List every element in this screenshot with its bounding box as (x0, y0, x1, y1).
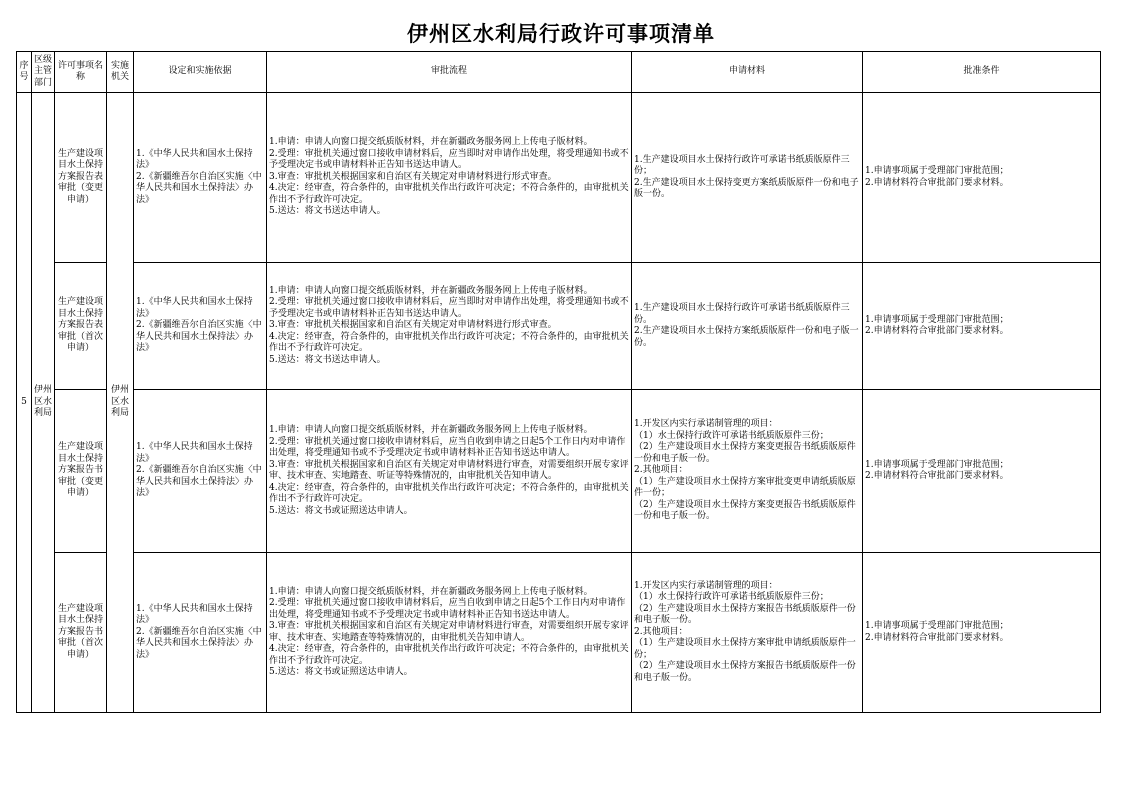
materials-cell (632, 553, 863, 713)
flow-cell (267, 553, 632, 713)
header-item: 许可事项名称 (55, 52, 107, 93)
item-name-cell: 生产建设项目水土保持方案报告表审批（变更申请） (55, 93, 107, 263)
flow-line: 5.送达：将文书送达申请人。 (269, 354, 386, 365)
basis-line: 2.《新疆维吾尔自治区实施〈中华人民共和国水土保持法〉办法》 (136, 626, 262, 660)
conditions-cell (863, 390, 1101, 553)
conditions-line: 1.申请事项属于受理部门审批范围； (865, 459, 1009, 470)
basis-cell (134, 390, 267, 553)
materials-line: （1）生产建设项目水土保持方案审批变更申请纸质版原件一份； (634, 476, 856, 499)
basis-cell (134, 263, 267, 390)
page-title: 伊州区水利局行政许可事项清单 (407, 21, 715, 46)
materials-line: 2.其他项目： (634, 465, 688, 476)
materials-line: （1）生产建设项目水土保持方案审批申请纸质版原件一份； (634, 638, 856, 660)
flow-line: 2.受理：审批机关通过窗口接收申请材料后，应当即时对申请作出处理，将受理通知书或不予受理决定书或申请材料补正告知书送达申请人。 (269, 148, 629, 171)
flow-line: 4.决定：经审查，符合条件的，由审批机关作出行政许可决定；不符合条件的，由审批机关作出不予行政许可决定。 (269, 183, 629, 205)
item-name-cell: 生产建设项目水土保持方案报告书审批（首次申请） (55, 553, 107, 713)
flow-line: 5.送达：将文书送达申请人。 (269, 206, 386, 217)
table-row (17, 263, 1101, 390)
header-row (17, 52, 1101, 93)
basis-line: 1.《中华人民共和国水土保持法》 (136, 297, 253, 319)
flow-cell (267, 263, 632, 390)
flow-line: 4.决定：经审查，符合条件的，由审批机关作出行政许可决定；不符合条件的，由审批机关作出不予行政许可决定。 (269, 644, 629, 666)
materials-line: （2）生产建设项目水土保持方案报告书纸质版原件一份和电子版一份。 (634, 603, 856, 626)
conditions-line: 1.申请事项属于受理部门审批范围； (865, 314, 1009, 325)
basis-line: 2.《新疆维吾尔自治区实施〈中华人民共和国水土保持法〉办法》 (136, 171, 262, 205)
flow-line: 4.决定：经审查，符合条件的，由审批机关作出行政许可决定；不符合条件的，由审批机关作出不予行政许可决定。 (269, 482, 629, 504)
flow-cell (267, 390, 632, 553)
basis-line: 1.《中华人民共和国水土保持法》 (136, 442, 253, 464)
permit-table (16, 51, 1101, 713)
conditions-line: 2.申请材料符合审批部门要求材料。 (865, 471, 1009, 481)
seq-cell: 5 (17, 93, 32, 713)
item-name-cell: 生产建设项目水土保持方案报告表审批（首次申请） (55, 263, 107, 390)
flow-line: 4.决定：经审查，符合条件的，由审批机关作出行政许可决定；不符合条件的，由审批机关作出不予行政许可决定。 (269, 331, 629, 354)
flow-line: 2.受理：审批机关通过窗口接收申请材料后，应当自收到申请之日起5个工作日内对申请作出处理，将受理通知书或不予受理决定书或申请材料补正告知书送达申请人。 (269, 598, 626, 620)
basis-cell (134, 553, 267, 713)
conditions-line: 1.申请事项属于受理部门审批范围； (865, 166, 1009, 176)
conditions-line: 2.申请材料符合审批部门要求材料。 (865, 177, 1009, 188)
flow-line: 2.受理：审批机关通过窗口接收申请材料后，应当即时对申请作出处理，将受理通知书或不予受理决定书或申请材料补正告知书送达申请人。 (269, 297, 629, 319)
flow-line: 3.审查：审批机关根据国家和自治区有关规定对申请材料进行形式审查。 (269, 320, 557, 331)
conditions-cell (863, 553, 1101, 713)
header-flow: 审批流程 (267, 52, 632, 93)
conditions-line: 2.申请材料符合审批部门要求材料。 (865, 632, 1009, 643)
materials-cell (632, 263, 863, 390)
conditions-cell (863, 93, 1101, 263)
basis-line: 1.《中华人民共和国水土保持法》 (136, 148, 253, 171)
materials-line: 2.其他项目： (634, 626, 688, 637)
table-row (17, 390, 1101, 553)
conditions-line: 2.申请材料符合审批部门要求材料。 (865, 326, 1009, 336)
materials-line: 1.生产建设项目水土保持行政许可承诺书纸质版原件三份； (634, 154, 850, 176)
materials-line: 2.生产建设项目水土保持变更方案纸质版原件一份和电子版一份。 (634, 177, 859, 199)
basis-line: 2.《新疆维吾尔自治区实施〈中华人民共和国水土保持法〉办法》 (136, 320, 262, 354)
materials-cell (632, 93, 863, 263)
table-row (17, 553, 1101, 713)
table-row (17, 93, 1101, 263)
materials-line: （2）生产建设项目水土保持方案报告书纸质版原件一份和电子版一份。 (634, 661, 856, 683)
flow-line: 5.送达：将文书或证照送达申请人。 (269, 667, 413, 677)
flow-line: 1.申请：申请人向窗口提交纸质版材料，并在新疆政务服务网上上传电子版材料。 (269, 137, 593, 148)
flow-line: 1.申请：申请人向窗口提交纸质版材料，并在新疆政务服务网上上传电子版材料。 (269, 425, 593, 435)
basis-line: 1.《中华人民共和国水土保持法》 (136, 603, 253, 626)
materials-line: （2）生产建设项目水土保持方案变更报告书纸质版原件一份和电子版一份。 (634, 442, 856, 464)
materials-line: （1）水土保持行政许可承诺书纸质版原件三份； (634, 430, 829, 441)
flow-line: 1.申请：申请人向窗口提交纸质版材料，并在新疆政务服务网上上传电子版材料。 (269, 285, 593, 296)
flow-line: 1.申请：申请人向窗口提交纸质版材料，并在新疆政务服务网上上传电子版材料。 (269, 586, 593, 597)
flow-line: 3.审查：审批机关根据国家和自治区有关规定对申请材料进行审查，对需要组织开展专家评审、技术审查、实地踏查等特殊情况的，由审批机关告知申请人。 (269, 621, 629, 643)
materials-line: 1.生产建设项目水土保持行政许可承诺书纸质版原件三份。 (634, 303, 850, 325)
basis-cell (134, 93, 267, 263)
item-name-cell: 生产建设项目水土保持方案报告书审批（变更申请） (55, 390, 107, 553)
header-dept: 区级主管部门 (32, 52, 55, 93)
conditions-cell (863, 263, 1101, 390)
header-materials: 申请材料 (632, 52, 863, 93)
flow-line: 2.受理：审批机关通过窗口接收申请材料后，应当自收到申请之日起5个工作日内对申请作出处理，将受理通知书或不予受理决定书或申请材料补正告知书送达申请人。 (269, 436, 626, 458)
flow-line: 3.审查：审批机关根据国家和自治区有关规定对申请材料进行形式审查。 (269, 171, 557, 182)
org-cell: 伊州区水利局 (107, 93, 134, 713)
conditions-line: 1.申请事项属于受理部门审批范围； (865, 621, 1009, 631)
materials-line: 2.生产建设项目水土保持方案纸质版原件一份和电子版一份。 (634, 326, 859, 348)
materials-line: 1.开发区内实行承诺制管理的项目： (634, 580, 778, 591)
materials-cell (632, 390, 863, 553)
header-seq: 序号 (17, 52, 32, 93)
flow-line: 5.送达：将文书或证照送达申请人。 (269, 505, 413, 516)
dept-cell: 伊州区水利局 (32, 93, 55, 713)
materials-line: （2）生产建设项目水土保持方案变更报告书纸质版原件一份和电子版一份。 (634, 499, 856, 522)
header-org: 实施机关 (107, 52, 134, 93)
basis-line: 2.《新疆维吾尔自治区实施〈中华人民共和国水土保持法〉办法》 (136, 465, 262, 499)
table-body (17, 93, 1101, 713)
flow-line: 3.审查：审批机关根据国家和自治区有关规定对申请材料进行审查，对需要组织开展专家评审、技术审查、实地踏查、听证等特殊情况的，由审批机关告知申请人。 (269, 459, 629, 481)
materials-line: 1.开发区内实行承诺制管理的项目： (634, 419, 778, 430)
header-basis: 设定和实施依据 (134, 52, 267, 93)
header-conditions: 批准条件 (863, 52, 1101, 93)
flow-cell (267, 93, 632, 263)
materials-line: （1）水土保持行政许可承诺书纸质版原件三份； (634, 592, 829, 603)
